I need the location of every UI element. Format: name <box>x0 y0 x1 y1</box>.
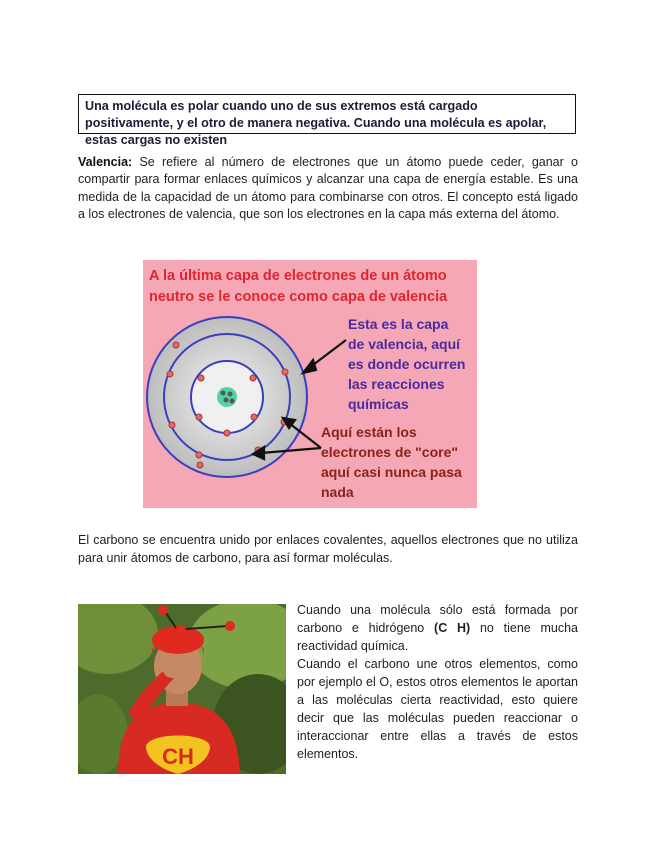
chest-logo: CH <box>162 744 194 769</box>
polar-definition-box <box>78 94 576 147</box>
figure-title-line-2: neutro se le conoce como capa de valencia <box>149 289 448 305</box>
figure-title-line-1: A la última capa de electrones de un átomo <box>149 268 447 284</box>
valencia-definition: Se refiere al número de electrones que un átomo puede ceder, ganar o compartir para formar enlaces químicos y alcanzar una capa de energía estable. Es una medida de la capacidad de un átomo para combinarse con otros. El concepto está ligado a los electrones de valencia, que son los electrones en la capa más externa del átomo. <box>78 155 578 221</box>
chapulin-photo <box>78 604 286 774</box>
hydrocarbon-paragraph: Cuando una molécula sólo está formada por carbono e hidrógeno (C H) no tiene mucha reactividad química. <box>297 603 579 653</box>
nucleus <box>217 387 237 407</box>
carbon-bonds-paragraph: El carbono se encuentra unido por enlaces covalentes, aquellos electrones que no utiliza para unir átomos de carbono, para así formar moléculas. <box>78 533 578 565</box>
heteroatom-paragraph: Cuando el carbono une otros elementos, como por ejemplo el O, estos otros elementos le aportan a las moléculas cierta reactividad, esto quiere decir que las moléculas pueden reaccionar o interaccionar entre ellas a través de estos elementos. <box>297 657 578 761</box>
core-electrons-label: Aquí están los electrones de "core" aquí casi nunca pasa nada <box>321 424 462 500</box>
valence-shell-label: Esta es la capa de valencia, aquí es donde ocurren las reacciones químicas <box>348 316 466 412</box>
valencia-paragraph <box>78 154 578 223</box>
reactivity-text <box>297 601 578 763</box>
character-illustration <box>78 604 286 774</box>
valencia-term: Valencia: <box>78 155 133 169</box>
atom-diagram-figure <box>143 260 477 508</box>
polar-definition-text: Una molécula es polar cuando uno de sus extremos está cargado positivamente, y el otro de manera negativa. Cuando una molécula es apolar, estas cargas no existen <box>85 99 547 147</box>
